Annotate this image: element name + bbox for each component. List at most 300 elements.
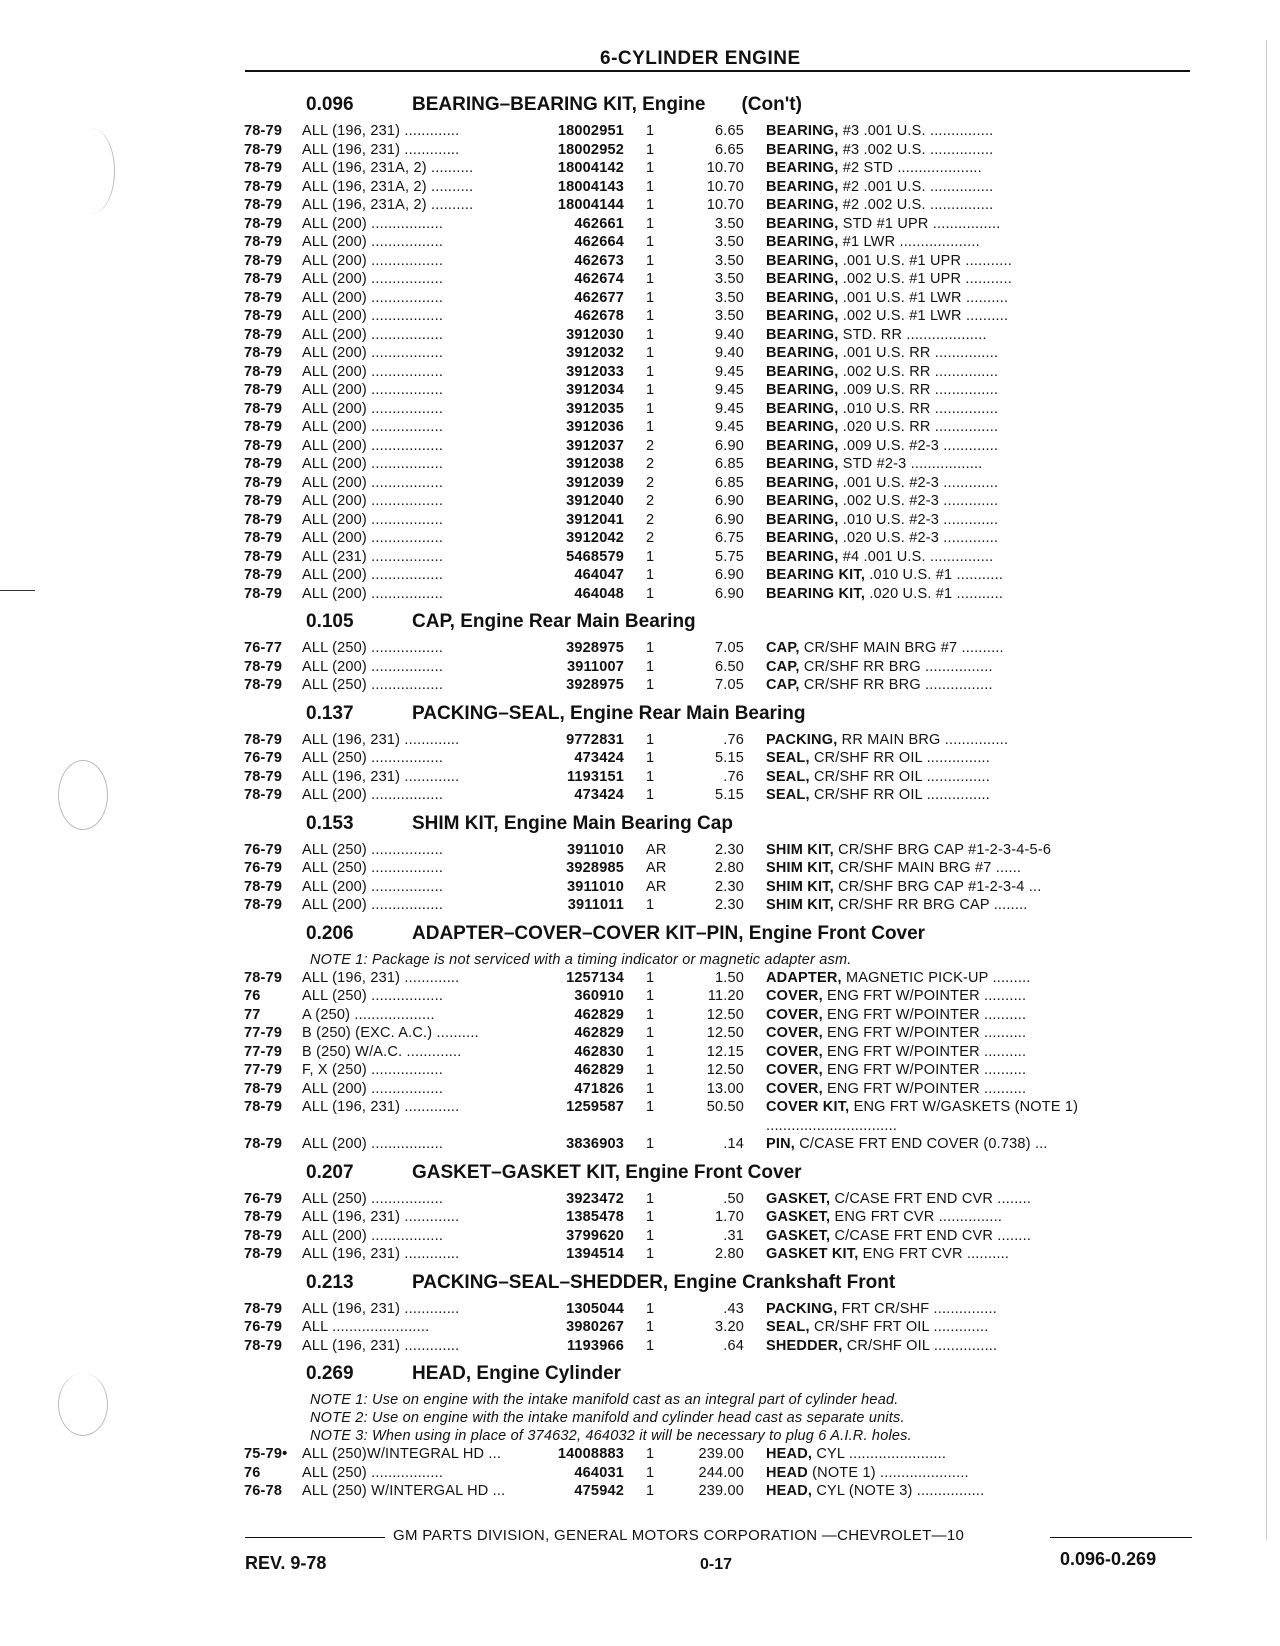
list-price: 6.90: [714, 437, 744, 454]
application: ALL (196, 231) .............: [302, 123, 460, 139]
quantity: 1: [646, 585, 655, 602]
description-detail: ENG FRT W/POINTER ..........: [827, 1043, 1027, 1060]
part-number: 18002952: [557, 141, 624, 158]
model-years: 78-79: [244, 1099, 283, 1115]
description-name: BEARING,: [766, 511, 839, 528]
section-title: BEARING–BEARING KIT, Engine: [412, 94, 706, 115]
quantity: 1: [646, 1080, 655, 1097]
description-name: SHEDDER,: [766, 1337, 843, 1354]
part-description: [744, 969, 1194, 988]
part-number: 462678: [574, 308, 624, 324]
part-number: 3912035: [566, 400, 624, 417]
list-price: 2.30: [714, 878, 744, 895]
part-number: 1257134: [566, 969, 624, 986]
application: ALL (196, 231) .............: [302, 731, 460, 748]
quantity: 1: [646, 1483, 655, 1499]
description-name: BEARING,: [766, 289, 839, 306]
list-price: .43: [723, 1300, 744, 1317]
application: ALL (200) .................: [302, 363, 444, 380]
description-detail: .010 U.S. #2-3 .............: [842, 511, 999, 528]
list-price: 6.85: [714, 456, 744, 472]
description-name: HEAD,: [766, 1446, 813, 1462]
quantity: 1: [646, 252, 655, 269]
table-row: [244, 969, 1194, 988]
quantity: 1: [646, 382, 655, 398]
description-name: HEAD,: [766, 1483, 813, 1499]
part-description: [744, 585, 1194, 604]
model-years: 78-79: [244, 382, 283, 398]
description-detail: #3 .001 U.S. ...............: [842, 123, 994, 139]
description-detail: .002 U.S. #1 UPR ...........: [842, 271, 1012, 287]
application: ALL (200) .................: [302, 567, 444, 583]
quantity: 1: [646, 363, 655, 380]
section-note: NOTE 3: When using in place of 374632, 464032 it will be necessary to plug 6 A.I.R. holes.: [310, 1428, 912, 1444]
list-price: 5.15: [714, 750, 744, 766]
description-detail: #3 .002 U.S. ...............: [842, 141, 994, 158]
list-price: 9.40: [714, 326, 744, 343]
description-name: BEARING,: [766, 548, 839, 565]
table-row: [244, 768, 1194, 787]
description-name: GASKET KIT,: [766, 1246, 859, 1262]
description-detail: .002 U.S. #1 LWR ..........: [842, 308, 1009, 324]
part-number: 5468579: [566, 548, 624, 565]
description-detail: ENG FRT W/POINTER ..........: [827, 1025, 1027, 1041]
punch-hole-bottom: [58, 1373, 108, 1436]
list-price: 5.75: [714, 548, 744, 565]
description-name: PACKING,: [766, 731, 838, 748]
application: ALL (200) .................: [302, 474, 444, 491]
part-number: 462829: [574, 1025, 624, 1041]
description-detail: .020 U.S. RR ...............: [842, 419, 999, 435]
table-row: [244, 511, 1194, 530]
section-number: 0.137: [306, 702, 354, 724]
list-price: .76: [723, 768, 744, 785]
part-description: [744, 566, 1194, 585]
description-name: BEARING,: [766, 215, 839, 232]
section-number: 0.269: [306, 1363, 354, 1384]
quantity: 1: [646, 548, 655, 565]
application: A (250) ...................: [302, 1006, 435, 1023]
footer-publisher: GM PARTS DIVISION, GENERAL MOTORS CORPORATION —CHEVROLET—10: [393, 1527, 965, 1544]
list-price: 13.00: [706, 1080, 744, 1097]
quantity: AR: [646, 878, 667, 895]
quantity: 1: [646, 234, 655, 250]
description-name: GASKET,: [766, 1209, 831, 1225]
part-number: 3912030: [566, 326, 624, 343]
description-detail: .001 U.S. #1 LWR ..........: [842, 289, 1009, 306]
part-description: [744, 1245, 1194, 1264]
section-heading: [244, 1357, 1194, 1391]
description-detail: C/CASE FRT END CVR ........: [834, 1190, 1032, 1207]
application: ALL (200) .................: [302, 215, 444, 232]
part-description: [744, 548, 1194, 567]
part-number: 18004144: [557, 197, 624, 213]
table-row: [244, 1080, 1194, 1099]
table-row: [244, 585, 1194, 604]
list-price: 244.00: [698, 1464, 744, 1481]
list-price: 6.90: [714, 493, 744, 509]
table-row: [244, 639, 1194, 658]
model-years: 76-79: [244, 1319, 283, 1335]
application: ALL (200) .................: [302, 493, 444, 509]
part-description: [744, 233, 1194, 252]
part-number: 475942: [574, 1483, 624, 1499]
description-detail: .001 U.S. RR ...............: [842, 345, 999, 361]
table-row: [244, 1061, 1194, 1080]
part-description: [744, 307, 1194, 326]
description-detail: .010 U.S. RR ...............: [842, 400, 999, 417]
part-number: 3928985: [566, 860, 624, 876]
table-row: [244, 1135, 1194, 1154]
quantity: 1: [646, 123, 655, 139]
quantity: 1: [646, 1062, 655, 1078]
table-row: [244, 529, 1194, 548]
model-years: 76: [244, 1464, 261, 1481]
list-price: 6.90: [714, 585, 744, 602]
list-price: 9.45: [714, 419, 744, 435]
description-detail: ENG FRT CVR ..........: [862, 1246, 1010, 1262]
description-name: SEAL,: [766, 1319, 810, 1335]
section-title: HEAD, Engine Cylinder: [412, 1363, 622, 1384]
quantity: 1: [646, 768, 655, 785]
model-years: 78-79: [244, 197, 283, 213]
model-years: 78-79: [244, 234, 283, 250]
table-row: [244, 418, 1194, 437]
part-number: 473424: [574, 787, 624, 803]
application: ALL (250) .................: [302, 1464, 444, 1481]
description-detail: ENG FRT W/POINTER ..........: [827, 1006, 1027, 1023]
quantity: 1: [646, 1190, 655, 1207]
application: ALL (196, 231) .............: [302, 768, 460, 785]
part-number: 3912040: [566, 493, 624, 509]
description-name: SEAL,: [766, 750, 810, 766]
description-detail: STD #2-3 .................: [842, 456, 983, 472]
model-years: 76-79: [244, 860, 283, 876]
part-description: [744, 326, 1194, 345]
description-detail: ENG FRT CVR ...............: [834, 1209, 1003, 1225]
application: ALL (196, 231A, 2) ..........: [302, 178, 474, 195]
table-row: [244, 1300, 1194, 1319]
application: ALL (196, 231) .............: [302, 1337, 460, 1354]
section-title: SHIM KIT, Engine Main Bearing Cap: [412, 812, 733, 834]
part-number: 462674: [574, 271, 624, 287]
quantity: 1: [646, 1246, 655, 1262]
part-description: [744, 511, 1194, 530]
model-years: 78-79: [244, 1246, 283, 1262]
description-name: HEAD: [766, 1464, 808, 1481]
list-price: 6.75: [714, 530, 744, 546]
quantity: AR: [646, 841, 667, 858]
quantity: 1: [646, 1025, 655, 1041]
section-range: 0.096-0.269: [1060, 1549, 1157, 1569]
section-note: NOTE 1: Use on engine with the intake manifold cast as an integral part of cylinder head.: [310, 1392, 899, 1408]
list-price: 3.50: [714, 271, 744, 287]
section-heading: [244, 1156, 1194, 1190]
description-name: BEARING,: [766, 308, 839, 324]
part-number: 462661: [574, 215, 624, 232]
table-row: [244, 896, 1194, 915]
quantity: 1: [646, 400, 655, 417]
part-description: [744, 1227, 1194, 1246]
list-price: 50.50: [706, 1099, 744, 1115]
part-description: [744, 676, 1194, 695]
table-row: [244, 1227, 1194, 1246]
description-detail: CR/SHF RR OIL ...............: [813, 750, 990, 766]
part-description: [744, 344, 1194, 363]
part-number: 18004142: [557, 160, 624, 176]
description-name: COVER,: [766, 1080, 823, 1097]
section-title: CAP, Engine Rear Main Bearing: [412, 611, 696, 632]
description-detail: ENG FRT W/GASKETS (NOTE 1) ...............................: [766, 1099, 1079, 1134]
description-detail: CR/SHF RR OIL ...............: [813, 787, 990, 803]
table-row: [244, 878, 1194, 897]
description-detail: C/CASE FRT END COVER (0.738) ...: [799, 1136, 1048, 1152]
part-number: 3799620: [566, 1227, 624, 1244]
quantity: 1: [646, 1446, 655, 1462]
list-price: 3.20: [714, 1319, 744, 1335]
quantity: 1: [646, 1099, 655, 1115]
description-name: BEARING,: [766, 141, 839, 158]
table-row: [244, 400, 1194, 419]
part-number: 464047: [574, 567, 624, 583]
list-price: .14: [723, 1136, 744, 1152]
description-name: BEARING,: [766, 419, 839, 435]
part-description: [744, 196, 1194, 215]
quantity: 1: [646, 1337, 655, 1354]
description-name: SHIM KIT,: [766, 897, 834, 913]
list-price: .64: [723, 1337, 744, 1354]
table-row: [244, 474, 1194, 493]
quantity: 1: [646, 419, 655, 435]
model-years: 78-79: [244, 731, 283, 748]
part-description: [744, 122, 1194, 141]
footer-rule-right: [1050, 1537, 1192, 1538]
application: ALL (196, 231) .............: [302, 141, 460, 158]
part-number: 14008883: [557, 1446, 624, 1462]
table-row: [244, 307, 1194, 326]
part-description: [744, 841, 1194, 860]
part-description: [744, 178, 1194, 197]
model-years: 78-79: [244, 1136, 283, 1152]
table-row: [244, 1024, 1194, 1043]
list-price: .76: [723, 731, 744, 748]
description-detail: .020 U.S. #1 ...........: [869, 585, 1004, 602]
application: ALL (200) .................: [302, 787, 444, 803]
application: ALL (200) .................: [302, 252, 444, 269]
description-detail: CR/SHF MAIN BRG #7 ..........: [803, 640, 1004, 656]
table-row: [244, 1208, 1194, 1227]
section-heading: [244, 1266, 1194, 1300]
description-name: COVER,: [766, 1006, 823, 1023]
list-price: 7.05: [714, 677, 744, 693]
page-edge: [1266, 40, 1267, 1540]
model-years: 78-79: [244, 474, 283, 491]
description-detail: ENG FRT W/POINTER ..........: [827, 1062, 1027, 1078]
description-name: BEARING,: [766, 530, 839, 546]
page-number: 0-17: [700, 1556, 733, 1573]
description-name: SHIM KIT,: [766, 841, 834, 858]
part-number: 1385478: [566, 1209, 624, 1225]
description-detail: #2 .002 U.S. ...............: [842, 197, 994, 213]
part-description: [744, 1043, 1194, 1062]
model-years: 78-79: [244, 1209, 283, 1225]
list-price: 1.70: [714, 1209, 744, 1225]
description-name: COVER,: [766, 1062, 823, 1078]
list-price: 12.15: [706, 1043, 744, 1060]
description-name: CAP,: [766, 658, 800, 675]
application: ALL (200) .................: [302, 419, 444, 435]
description-name: BEARING,: [766, 456, 839, 472]
application: ALL (200) .................: [302, 585, 444, 602]
part-description: [744, 270, 1194, 289]
description-detail: CR/SHF RR BRG ................: [803, 677, 993, 693]
section-gap: [244, 1501, 1194, 1503]
part-description: [744, 381, 1194, 400]
list-price: 12.50: [706, 1062, 744, 1078]
list-price: 9.40: [714, 345, 744, 361]
quantity: 1: [646, 1209, 655, 1225]
list-price: 5.15: [714, 787, 744, 803]
section-continued: (Con't): [741, 94, 802, 115]
model-years: 78-79: [244, 271, 283, 287]
model-years: 78-79: [244, 160, 283, 176]
list-price: 6.85: [714, 474, 744, 491]
application: ALL (196, 231A, 2) ..........: [302, 160, 474, 176]
model-years: 78-79: [244, 345, 283, 361]
part-number: 3912033: [566, 363, 624, 380]
quantity: 1: [646, 677, 655, 693]
application: ALL (200) .................: [302, 345, 444, 361]
part-number: 3912038: [566, 456, 624, 472]
section-number: 0.153: [306, 812, 354, 834]
part-number: 473424: [574, 750, 624, 766]
description-name: PIN,: [766, 1136, 795, 1152]
description-name: BEARING,: [766, 400, 839, 417]
quantity: 1: [646, 1043, 655, 1060]
application: ALL (200) .................: [302, 400, 444, 417]
application: ALL (196, 231) .............: [302, 1209, 460, 1225]
quantity: 1: [646, 1300, 655, 1317]
quantity: 2: [646, 530, 655, 546]
description-detail: #1 LWR ...................: [842, 234, 980, 250]
table-row: [244, 233, 1194, 252]
part-description: [744, 1098, 1194, 1135]
list-price: 6.65: [714, 141, 744, 158]
part-number: 3980267: [566, 1319, 624, 1335]
model-years: 78-79: [244, 878, 283, 895]
model-years: 78-79: [244, 141, 283, 158]
table-row: [244, 1245, 1194, 1264]
part-number: 3912037: [566, 437, 624, 454]
page-header-title: 6-CYLINDER ENGINE: [600, 48, 801, 69]
description-detail: .002 U.S. #2-3 .............: [842, 493, 999, 509]
model-years: 78-79: [244, 1227, 283, 1244]
table-row: [244, 1043, 1194, 1062]
part-number: 1193966: [566, 1337, 624, 1354]
table-row: [244, 987, 1194, 1006]
application: ALL (250) .................: [302, 677, 444, 693]
punch-hole-top: [68, 128, 115, 214]
part-number: 462664: [574, 234, 624, 250]
description-name: BEARING,: [766, 123, 839, 139]
quantity: 1: [646, 308, 655, 324]
description-name: SHIM KIT,: [766, 878, 834, 895]
description-name: SEAL,: [766, 768, 810, 785]
table-row: [244, 492, 1194, 511]
part-description: [744, 987, 1194, 1006]
description-detail: MAGNETIC PICK-UP .........: [845, 969, 1031, 986]
section-number: 0.206: [306, 922, 354, 944]
part-description: [744, 1080, 1194, 1099]
part-description: [744, 639, 1194, 658]
application: ALL (200) .................: [302, 456, 444, 472]
part-description: [744, 1024, 1194, 1043]
part-description: [744, 731, 1194, 750]
application: ALL (250) W/INTERGAL HD ...: [302, 1483, 506, 1499]
list-price: .31: [723, 1227, 744, 1244]
table-row: [244, 252, 1194, 271]
list-price: 9.45: [714, 363, 744, 380]
part-number: 18002951: [557, 123, 624, 139]
quantity: 1: [646, 289, 655, 306]
application: ALL (250) .................: [302, 640, 444, 656]
part-description: [744, 1464, 1194, 1483]
quantity: 1: [646, 160, 655, 176]
table-row: [244, 122, 1194, 141]
description-name: BEARING,: [766, 234, 839, 250]
part-description: [744, 252, 1194, 271]
part-number: 1305044: [566, 1300, 624, 1317]
list-price: 2.80: [714, 1246, 744, 1262]
part-number: 471826: [574, 1080, 624, 1097]
quantity: 2: [646, 511, 655, 528]
model-years: 78-79: [244, 252, 283, 269]
part-description: [744, 1135, 1194, 1154]
part-description: [744, 1061, 1194, 1080]
quantity: 1: [646, 897, 655, 913]
table-row: [244, 159, 1194, 178]
description-detail: CR/SHF BRG CAP #1-2-3-4-5-6: [838, 841, 1052, 858]
part-number: 462829: [574, 1006, 624, 1023]
quantity: 1: [646, 1464, 655, 1481]
table-row: [244, 437, 1194, 456]
quantity: 1: [646, 731, 655, 748]
table-row: [244, 859, 1194, 878]
description-name: SHIM KIT,: [766, 860, 834, 876]
model-years: 78-79: [244, 123, 283, 139]
quantity: 1: [646, 197, 655, 213]
section-number: 0.096: [306, 94, 354, 115]
description-name: BEARING,: [766, 326, 839, 343]
application: B (250) W/A.C. .............: [302, 1043, 462, 1060]
model-years: 77: [244, 1006, 261, 1023]
table-row: [244, 1318, 1194, 1337]
quantity: AR: [646, 860, 667, 876]
application: ALL (200) .................: [302, 326, 444, 343]
table-row: [244, 1006, 1194, 1025]
part-description: [744, 896, 1194, 915]
application: ALL (200) .................: [302, 1080, 444, 1097]
section-heading: [244, 605, 1194, 639]
application: ALL (200) .................: [302, 897, 444, 913]
model-years: 75-79•: [244, 1446, 288, 1462]
table-row: [244, 658, 1194, 677]
part-number: 3912032: [566, 345, 624, 361]
part-number: 18004143: [557, 178, 624, 195]
model-years: 78-79: [244, 289, 283, 306]
application: ALL (200) .................: [302, 382, 444, 398]
part-description: [744, 1006, 1194, 1025]
